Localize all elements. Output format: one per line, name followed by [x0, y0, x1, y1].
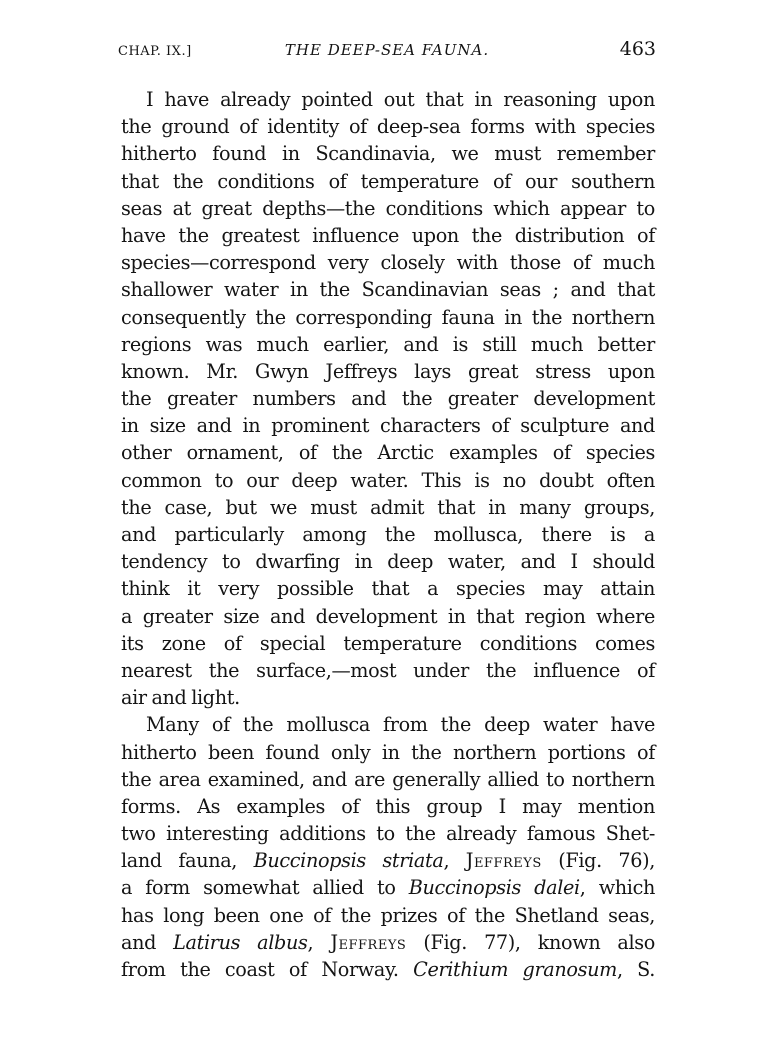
text-run: (Fig. 77), known also: [406, 930, 655, 954]
italic-species-name: Buccinopsis striata: [253, 849, 444, 873]
text-line: [121, 575, 655, 602]
text-run: have the greatest influence upon the distribution of: [121, 223, 655, 247]
text-line: [121, 847, 655, 874]
text-run: seas at great depths—the conditions which appear to: [121, 196, 655, 220]
text-run: a greater size and development in that region where: [121, 604, 655, 628]
text-run: hitherto been found only in the northern portions of: [121, 740, 655, 764]
paragraph: [121, 86, 655, 711]
italic-species-name: Latirus albus: [173, 930, 308, 954]
chapter-label: CHAP. IX.]: [118, 44, 192, 59]
text-line: [121, 467, 655, 494]
text-line: [121, 956, 655, 983]
text-run: in size and in prominent characters of sculpture and: [121, 414, 655, 438]
text-run: that the conditions of temperature of our southern: [121, 169, 655, 193]
text-line: [121, 630, 655, 657]
text-run: hitherto found in Scandinavia, we must remember: [121, 142, 655, 166]
text-line: [121, 711, 655, 738]
text-line: [121, 276, 655, 303]
text-run: common to our deep water. This is no doubt often: [121, 468, 655, 492]
paragraph: [121, 711, 655, 983]
text-run: land fauna,: [121, 849, 254, 873]
text-line: [121, 548, 655, 575]
text-run: Many of the mollusca from the deep water have: [146, 713, 655, 737]
text-line: [121, 902, 655, 929]
text-line: [121, 874, 655, 901]
text-line: [121, 657, 655, 684]
text-run: and: [121, 930, 174, 954]
italic-species-name: Buccinopsis dalei: [408, 876, 580, 900]
text-line: [121, 304, 655, 331]
text-line: [121, 929, 655, 956]
text-run: has long been one of the prizes of the Shetland seas,: [121, 903, 655, 927]
text-run: , S.: [616, 958, 656, 981]
text-line: [121, 168, 655, 195]
text-line: [121, 249, 655, 276]
text-run: species—correspond very closely with those of much: [121, 251, 655, 275]
text-line: [121, 385, 655, 412]
text-line: [121, 684, 655, 711]
body-text: [121, 86, 655, 983]
text-run: air and light.: [121, 686, 240, 710]
text-run: forms. As examples of this group I may mention: [121, 794, 655, 818]
text-run: and particularly among the mollusca, there is a: [121, 523, 655, 546]
text-run: ,: [443, 849, 466, 873]
text-run: consequently the corresponding fauna in the northern: [121, 305, 655, 329]
italic-species-name: Cerithium granosum: [413, 958, 617, 981]
text-run: nearest the surface,—most under the influence of: [121, 658, 655, 682]
text-line: [121, 140, 655, 167]
text-line: [121, 412, 655, 439]
text-run: the greater numbers and the greater development: [121, 387, 655, 411]
text-run: a form somewhat allied to: [121, 876, 409, 900]
text-run: the ground of identity of deep-sea forms with species: [121, 115, 655, 139]
text-run: from the coast of Norway.: [121, 958, 414, 981]
text-line: [121, 521, 655, 548]
author-name: Jeffreys: [465, 849, 542, 873]
text-run: shallower water in the Scandinavian seas ; and that: [121, 278, 655, 302]
running-header: [118, 38, 656, 64]
text-line: [121, 358, 655, 385]
text-line: [121, 86, 655, 113]
text-line: [121, 820, 655, 847]
text-run: think it very possible that a species may attain: [121, 577, 655, 601]
text-run: its zone of special temperature conditions comes: [121, 631, 655, 655]
text-line: [121, 793, 655, 820]
text-run: the case, but we must admit that in many groups,: [121, 495, 655, 519]
text-line: [121, 331, 655, 358]
text-line: [121, 739, 655, 766]
text-run: (Fig. 76),: [541, 849, 656, 873]
text-run: other ornament, of the Arctic examples of species: [121, 441, 655, 465]
text-run: I have already pointed out that in reasoning upon: [146, 88, 655, 111]
text-run: the area examined, and are generally allied to northern: [121, 767, 655, 791]
text-run: two interesting additions to the already famous Shet-: [121, 822, 655, 846]
text-line: [121, 766, 655, 793]
text-line: [121, 113, 655, 140]
text-line: [121, 603, 655, 630]
text-line: [121, 222, 655, 249]
text-run: , which: [579, 876, 655, 900]
text-run: ,: [307, 930, 331, 954]
page-number: 463: [619, 38, 656, 60]
running-title: THE DEEP-SEA FAUNA.: [284, 41, 490, 59]
text-line: [121, 494, 655, 521]
text-line: [121, 195, 655, 222]
author-name: Jeffreys: [330, 930, 407, 954]
text-run: tendency to dwarfing in deep water, and I should: [121, 550, 655, 574]
text-run: known. Mr. Gwyn Jeffreys lays great stress upon: [121, 359, 655, 383]
text-line: [121, 439, 655, 466]
text-run: regions was much earlier, and is still much better: [121, 332, 655, 356]
